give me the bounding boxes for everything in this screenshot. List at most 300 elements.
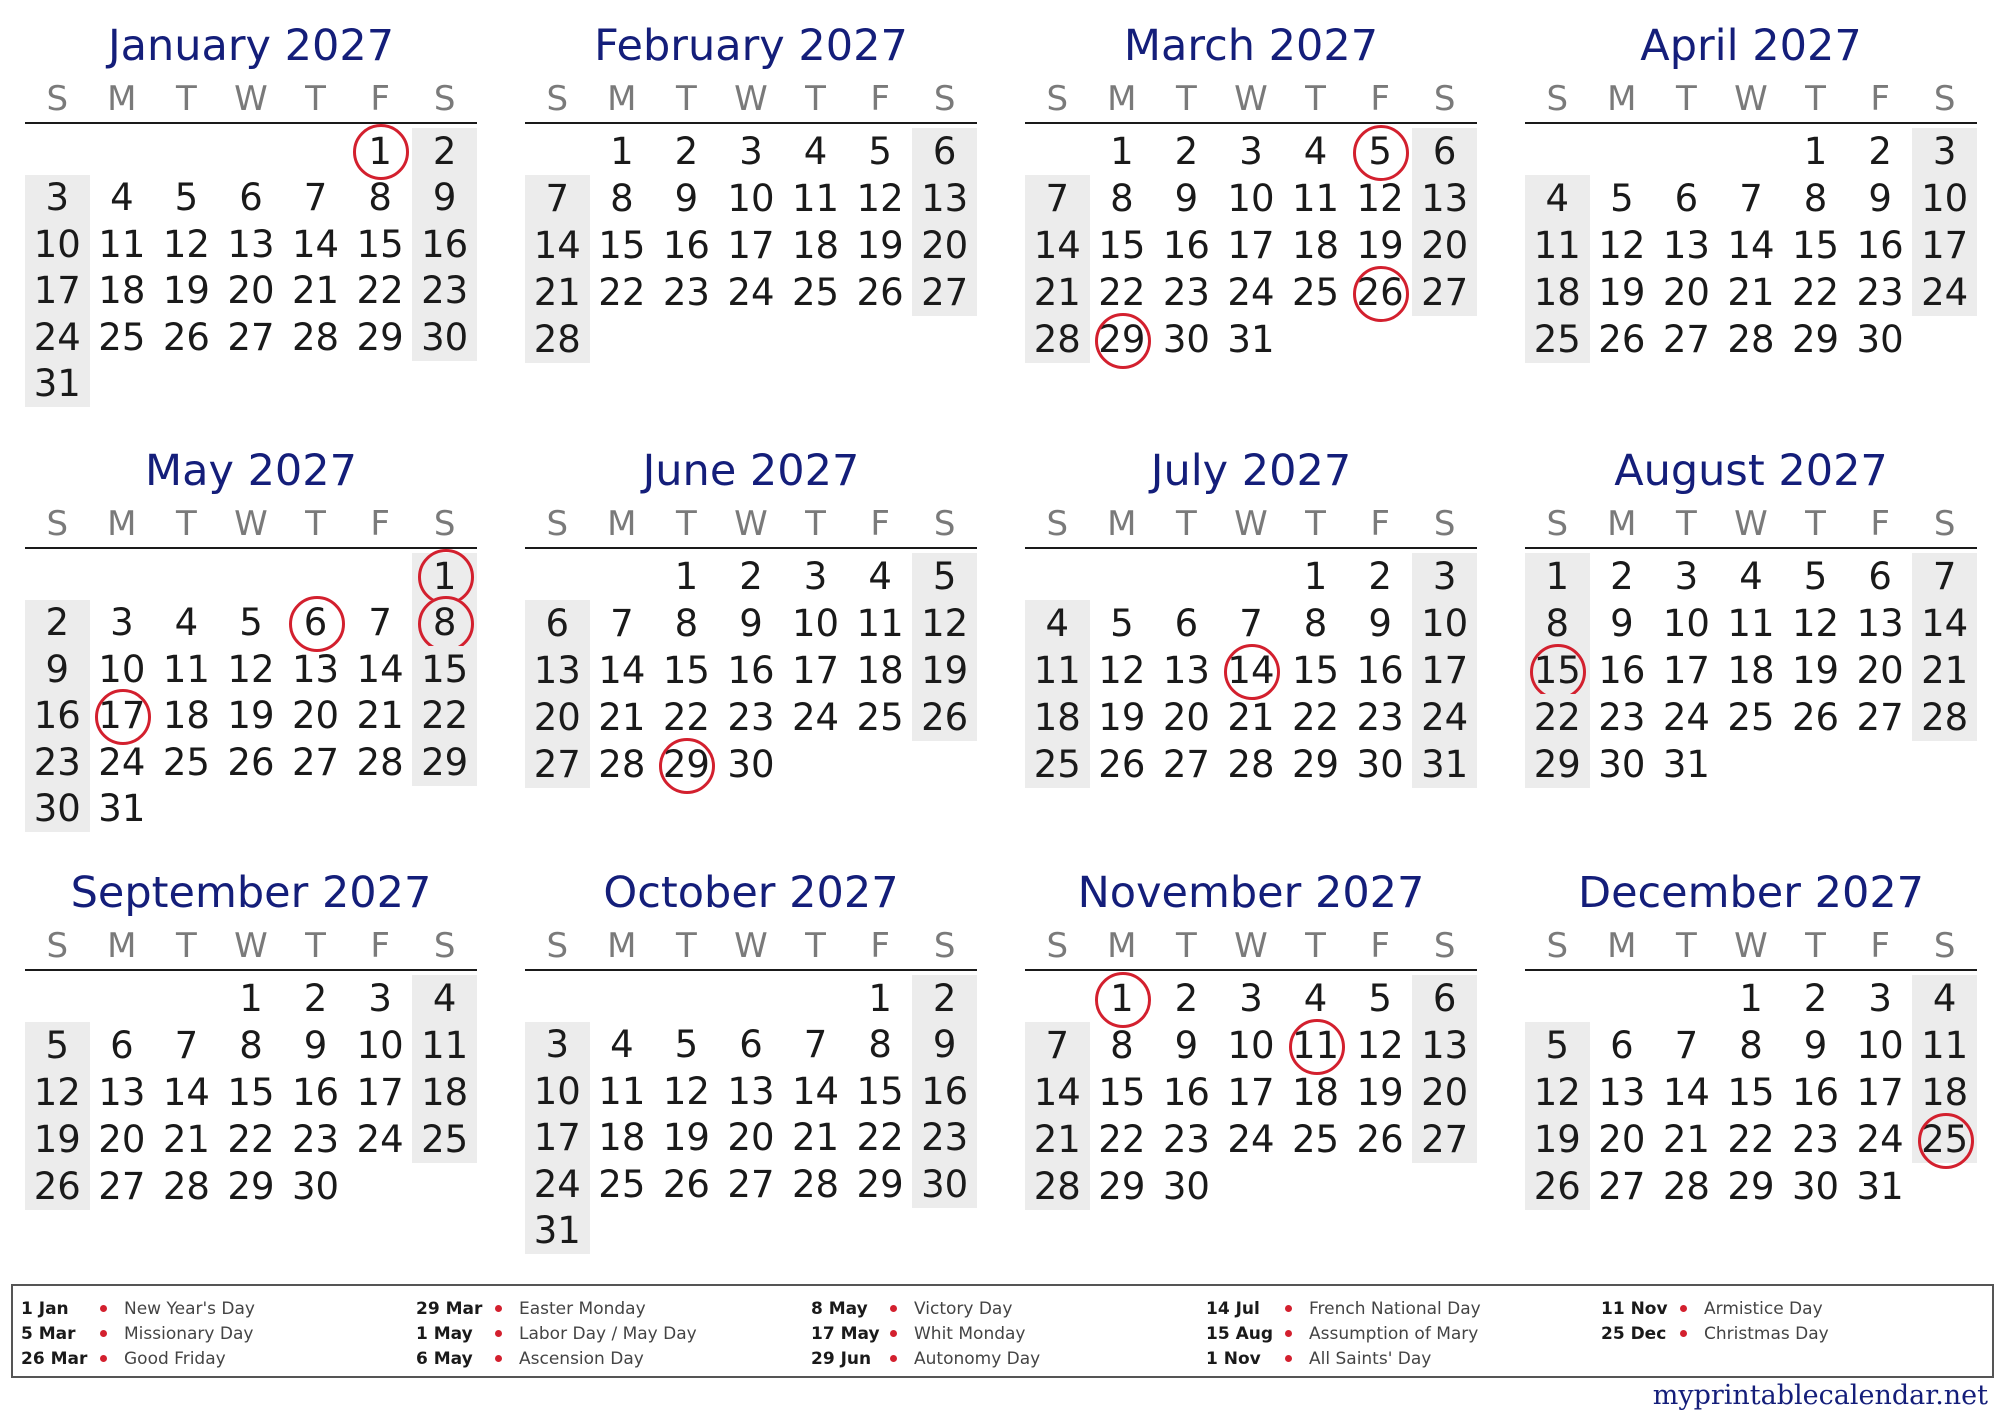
day-cell[interactable]: 11 xyxy=(1291,177,1340,220)
day-cell[interactable]: 13 xyxy=(1412,1022,1477,1069)
day-cell[interactable]: 6 xyxy=(239,176,263,220)
day-cell[interactable]: 8 xyxy=(868,1023,892,1067)
day-cell[interactable]: 17 xyxy=(25,268,90,315)
day-cell[interactable]: 4 xyxy=(1912,975,1977,1022)
day-cell[interactable]: 13 xyxy=(1412,175,1477,222)
day-cell[interactable]: 2 xyxy=(1174,977,1199,1020)
day-cell[interactable]: 21 xyxy=(1912,647,1977,694)
day-cell[interactable]: 12 xyxy=(1098,649,1146,692)
day-cell[interactable]: 20 xyxy=(727,1116,775,1160)
day-cell[interactable]: 21 xyxy=(1025,269,1090,316)
day-cell[interactable]: 12 xyxy=(856,177,904,220)
day-cell[interactable]: 22 xyxy=(1727,1118,1775,1161)
day-cell[interactable]: 6 xyxy=(1412,128,1477,175)
day-cell[interactable]: 25 xyxy=(1525,316,1590,363)
day-cell[interactable]: 18 xyxy=(598,1116,646,1160)
day-cell[interactable]: 6 xyxy=(110,1024,134,1067)
day-cell[interactable]: 1 xyxy=(1739,977,1763,1020)
day-cell[interactable]: 10 xyxy=(25,221,90,268)
day-cell[interactable]: 1 xyxy=(1525,553,1590,600)
day-cell[interactable]: 25 xyxy=(1727,696,1775,739)
day-cell[interactable]: 21 xyxy=(598,696,646,739)
day-cell[interactable]: 14 xyxy=(1025,1069,1090,1116)
day-cell[interactable]: 23 xyxy=(1162,271,1210,314)
day-cell[interactable]: 10 xyxy=(1227,1024,1275,1067)
day-cell[interactable]: 24 xyxy=(356,1118,404,1161)
day-cell[interactable]: 16 xyxy=(1356,649,1404,692)
day-cell[interactable]: 25 xyxy=(162,740,210,784)
day-cell[interactable]: 10 xyxy=(1227,177,1275,220)
day-cell[interactable]: 19 xyxy=(1356,224,1404,267)
day-cell[interactable]: 24 xyxy=(1227,1118,1275,1161)
day-cell[interactable]: 11 xyxy=(1525,222,1590,269)
day-cell[interactable]: 28 xyxy=(1227,743,1275,786)
day-cell[interactable]: 8 xyxy=(368,176,392,220)
day-cell[interactable]: 27 xyxy=(525,741,590,788)
day-cell[interactable]: 24 xyxy=(98,740,146,784)
day-cell[interactable]: 25 xyxy=(1025,741,1090,788)
day-cell[interactable]: 23 xyxy=(1598,696,1646,739)
day-cell[interactable]: 2 xyxy=(1368,555,1392,598)
day-cell[interactable]: 6 xyxy=(525,600,590,647)
day-cell[interactable]: 12 xyxy=(1791,602,1840,645)
day-cell[interactable]: 10 xyxy=(791,602,840,645)
day-cell[interactable]: 3 xyxy=(25,175,90,222)
day-cell[interactable]: 20 xyxy=(1856,649,1904,692)
day-cell[interactable]: 28 xyxy=(1912,694,1977,741)
holiday-day[interactable]: 14 xyxy=(1219,647,1284,694)
day-cell[interactable]: 7 xyxy=(174,1024,199,1067)
day-cell[interactable]: 26 xyxy=(25,1163,90,1210)
day-cell[interactable]: 4 xyxy=(868,555,892,598)
day-cell[interactable]: 2 xyxy=(1868,130,1892,173)
day-cell[interactable]: 28 xyxy=(162,1165,210,1208)
day-cell[interactable]: 4 xyxy=(1525,175,1590,222)
day-cell[interactable]: 25 xyxy=(1291,1118,1340,1161)
day-cell[interactable]: 8 xyxy=(1739,1024,1763,1067)
day-cell[interactable]: 6 xyxy=(912,128,977,175)
day-cell[interactable]: 7 xyxy=(803,1023,828,1067)
day-cell[interactable]: 25 xyxy=(98,315,146,359)
day-cell[interactable]: 18 xyxy=(1525,269,1590,316)
day-cell[interactable]: 31 xyxy=(98,787,146,831)
day-cell[interactable]: 14 xyxy=(791,1069,840,1113)
day-cell[interactable]: 22 xyxy=(356,269,404,313)
day-cell[interactable]: 15 xyxy=(227,1071,275,1114)
day-cell[interactable]: 17 xyxy=(791,649,840,692)
day-cell[interactable]: 14 xyxy=(1662,1071,1710,1114)
day-cell[interactable]: 13 xyxy=(1856,602,1904,645)
day-cell[interactable]: 28 xyxy=(1727,318,1775,361)
day-cell[interactable]: 23 xyxy=(1356,696,1404,739)
day-cell[interactable]: 26 xyxy=(662,1162,710,1206)
day-cell[interactable]: 30 xyxy=(1162,318,1210,361)
day-cell[interactable]: 14 xyxy=(291,222,340,266)
day-cell[interactable]: 30 xyxy=(1162,1165,1210,1208)
day-cell[interactable]: 7 xyxy=(1739,177,1763,220)
holiday-day[interactable]: 29 xyxy=(1090,316,1155,363)
day-cell[interactable]: 3 xyxy=(368,977,392,1020)
day-cell[interactable]: 21 xyxy=(291,269,340,313)
day-cell[interactable]: 25 xyxy=(412,1116,477,1163)
day-cell[interactable]: 8 xyxy=(1303,602,1328,645)
day-cell[interactable]: 7 xyxy=(303,176,328,220)
day-cell[interactable]: 19 xyxy=(1525,1116,1590,1163)
day-cell[interactable]: 12 xyxy=(1525,1069,1590,1116)
day-cell[interactable]: 3 xyxy=(1412,553,1477,600)
day-cell[interactable]: 8 xyxy=(610,177,634,220)
day-cell[interactable]: 12 xyxy=(162,222,210,266)
day-cell[interactable]: 5 xyxy=(1110,602,1134,645)
day-cell[interactable]: 31 xyxy=(1227,318,1275,361)
day-cell[interactable]: 23 xyxy=(1856,271,1904,314)
day-cell[interactable]: 10 xyxy=(525,1068,590,1115)
day-cell[interactable]: 13 xyxy=(912,175,977,222)
day-cell[interactable]: 22 xyxy=(1525,694,1590,741)
day-cell[interactable]: 8 xyxy=(239,1024,263,1067)
day-cell[interactable]: 12 xyxy=(662,1069,710,1113)
day-cell[interactable]: 15 xyxy=(1098,224,1146,267)
day-cell[interactable]: 30 xyxy=(1356,743,1404,786)
day-cell[interactable]: 9 xyxy=(912,1022,977,1069)
day-cell[interactable]: 24 xyxy=(25,314,90,361)
day-cell[interactable]: 15 xyxy=(1291,649,1340,692)
day-cell[interactable]: 29 xyxy=(1791,318,1840,361)
day-cell[interactable]: 7 xyxy=(1025,1022,1090,1069)
day-cell[interactable]: 27 xyxy=(227,315,275,359)
day-cell[interactable]: 16 xyxy=(662,224,710,267)
day-cell[interactable]: 10 xyxy=(727,177,775,220)
day-cell[interactable]: 5 xyxy=(912,553,977,600)
day-cell[interactable]: 20 xyxy=(912,222,977,269)
day-cell[interactable]: 3 xyxy=(1912,128,1977,175)
day-cell[interactable]: 28 xyxy=(598,743,646,786)
day-cell[interactable]: 16 xyxy=(1162,1071,1210,1114)
day-cell[interactable]: 25 xyxy=(856,696,904,739)
day-cell[interactable]: 15 xyxy=(1098,1071,1146,1114)
day-cell[interactable]: 22 xyxy=(1791,271,1840,314)
day-cell[interactable]: 20 xyxy=(1662,271,1710,314)
day-cell[interactable]: 18 xyxy=(791,224,840,267)
day-cell[interactable]: 22 xyxy=(856,1116,904,1160)
day-cell[interactable]: 11 xyxy=(856,602,904,645)
day-cell[interactable]: 12 xyxy=(912,600,977,647)
day-cell[interactable]: 18 xyxy=(856,649,904,692)
day-cell[interactable]: 23 xyxy=(662,271,710,314)
day-cell[interactable]: 13 xyxy=(291,647,340,691)
day-cell[interactable]: 24 xyxy=(1412,694,1477,741)
day-cell[interactable]: 14 xyxy=(1025,222,1090,269)
holiday-day[interactable]: 5 xyxy=(1348,128,1413,175)
day-cell[interactable]: 17 xyxy=(356,1071,404,1114)
day-cell[interactable]: 26 xyxy=(1098,743,1146,786)
day-cell[interactable]: 5 xyxy=(868,130,892,173)
day-cell[interactable]: 11 xyxy=(162,647,210,691)
day-cell[interactable]: 22 xyxy=(412,693,477,740)
day-cell[interactable]: 28 xyxy=(1025,316,1090,363)
day-cell[interactable]: 28 xyxy=(291,315,340,359)
day-cell[interactable]: 20 xyxy=(1412,1069,1477,1116)
day-cell[interactable]: 18 xyxy=(1025,694,1090,741)
day-cell[interactable]: 26 xyxy=(856,271,904,314)
day-cell[interactable]: 16 xyxy=(1791,1071,1840,1114)
day-cell[interactable]: 25 xyxy=(791,271,840,314)
day-cell[interactable]: 11 xyxy=(412,1022,477,1069)
day-cell[interactable]: 21 xyxy=(1025,1116,1090,1163)
day-cell[interactable]: 13 xyxy=(1662,224,1710,267)
day-cell[interactable]: 9 xyxy=(739,602,763,645)
day-cell[interactable]: 2 xyxy=(1174,130,1199,173)
day-cell[interactable]: 18 xyxy=(412,1069,477,1116)
day-cell[interactable]: 24 xyxy=(525,1161,590,1208)
day-cell[interactable]: 7 xyxy=(1239,602,1263,645)
day-cell[interactable]: 9 xyxy=(1174,177,1199,220)
day-cell[interactable]: 17 xyxy=(525,1115,590,1162)
day-cell[interactable]: 26 xyxy=(162,315,210,359)
day-cell[interactable]: 2 xyxy=(303,977,328,1020)
holiday-day[interactable]: 29 xyxy=(654,741,719,788)
day-cell[interactable]: 2 xyxy=(739,555,763,598)
day-cell[interactable]: 14 xyxy=(525,222,590,269)
day-cell[interactable]: 10 xyxy=(1912,175,1977,222)
day-cell[interactable]: 14 xyxy=(356,647,404,691)
day-cell[interactable]: 4 xyxy=(412,975,477,1022)
day-cell[interactable]: 22 xyxy=(1098,271,1146,314)
day-cell[interactable]: 14 xyxy=(162,1071,210,1114)
day-cell[interactable]: 29 xyxy=(356,315,404,359)
day-cell[interactable]: 27 xyxy=(912,269,977,316)
day-cell[interactable]: 5 xyxy=(174,176,199,220)
day-cell[interactable]: 21 xyxy=(162,1118,210,1161)
day-cell[interactable]: 5 xyxy=(25,1022,90,1069)
day-cell[interactable]: 22 xyxy=(662,696,710,739)
day-cell[interactable]: 1 xyxy=(868,976,892,1020)
day-cell[interactable]: 5 xyxy=(1525,1022,1590,1069)
day-cell[interactable]: 19 xyxy=(25,1116,90,1163)
day-cell[interactable]: 2 xyxy=(1803,977,1828,1020)
day-cell[interactable]: 26 xyxy=(1525,1163,1590,1210)
day-cell[interactable]: 21 xyxy=(791,1116,840,1160)
day-cell[interactable]: 9 xyxy=(1368,602,1392,645)
day-cell[interactable]: 21 xyxy=(525,269,590,316)
day-cell[interactable]: 4 xyxy=(1025,600,1090,647)
holiday-day[interactable]: 1 xyxy=(348,128,413,175)
day-cell[interactable]: 16 xyxy=(727,649,775,692)
day-cell[interactable]: 23 xyxy=(412,268,477,315)
day-cell[interactable]: 24 xyxy=(791,696,840,739)
day-cell[interactable]: 27 xyxy=(1162,743,1210,786)
holiday-day[interactable]: 6 xyxy=(283,600,348,647)
day-cell[interactable]: 2 xyxy=(912,975,977,1022)
day-cell[interactable]: 8 xyxy=(1803,177,1828,220)
day-cell[interactable]: 31 xyxy=(1662,743,1710,786)
day-cell[interactable]: 24 xyxy=(1912,269,1977,316)
day-cell[interactable]: 8 xyxy=(1525,600,1590,647)
day-cell[interactable]: 20 xyxy=(1162,696,1210,739)
day-cell[interactable]: 19 xyxy=(1098,696,1146,739)
day-cell[interactable]: 14 xyxy=(1912,600,1977,647)
day-cell[interactable]: 5 xyxy=(674,1023,699,1067)
day-cell[interactable]: 5 xyxy=(1610,177,1634,220)
day-cell[interactable]: 25 xyxy=(598,1162,646,1206)
day-cell[interactable]: 6 xyxy=(1674,177,1699,220)
day-cell[interactable]: 30 xyxy=(727,743,775,786)
day-cell[interactable]: 8 xyxy=(674,602,699,645)
day-cell[interactable]: 4 xyxy=(1303,130,1328,173)
day-cell[interactable]: 1 xyxy=(239,977,263,1020)
day-cell[interactable]: 7 xyxy=(1674,1024,1699,1067)
day-cell[interactable]: 4 xyxy=(110,176,134,220)
day-cell[interactable]: 11 xyxy=(791,177,840,220)
day-cell[interactable]: 7 xyxy=(525,175,590,222)
day-cell[interactable]: 21 xyxy=(356,694,404,738)
day-cell[interactable]: 22 xyxy=(1291,696,1340,739)
holiday-day[interactable]: 8 xyxy=(412,600,477,647)
day-cell[interactable]: 28 xyxy=(525,316,590,363)
day-cell[interactable]: 25 xyxy=(1291,271,1340,314)
day-cell[interactable]: 6 xyxy=(739,1023,763,1067)
day-cell[interactable]: 6 xyxy=(1868,555,1892,598)
day-cell[interactable]: 12 xyxy=(227,647,275,691)
day-cell[interactable]: 15 xyxy=(356,222,404,266)
day-cell[interactable]: 19 xyxy=(856,224,904,267)
day-cell[interactable]: 12 xyxy=(1356,177,1404,220)
holiday-day[interactable]: 15 xyxy=(1525,647,1590,694)
day-cell[interactable]: 23 xyxy=(25,739,90,786)
day-cell[interactable]: 1 xyxy=(674,555,699,598)
day-cell[interactable]: 20 xyxy=(525,694,590,741)
day-cell[interactable]: 15 xyxy=(856,1069,904,1113)
day-cell[interactable]: 30 xyxy=(291,1165,340,1208)
day-cell[interactable]: 23 xyxy=(912,1115,977,1162)
day-cell[interactable]: 27 xyxy=(1598,1165,1646,1208)
day-cell[interactable]: 13 xyxy=(1598,1071,1646,1114)
day-cell[interactable]: 31 xyxy=(1412,741,1477,788)
day-cell[interactable]: 27 xyxy=(1856,696,1904,739)
day-cell[interactable]: 28 xyxy=(356,740,404,784)
day-cell[interactable]: 5 xyxy=(1368,977,1392,1020)
day-cell[interactable]: 13 xyxy=(727,1069,775,1113)
day-cell[interactable]: 2 xyxy=(412,128,477,175)
day-cell[interactable]: 10 xyxy=(356,1024,404,1067)
day-cell[interactable]: 9 xyxy=(303,1024,328,1067)
day-cell[interactable]: 23 xyxy=(727,696,775,739)
day-cell[interactable]: 29 xyxy=(856,1162,904,1206)
day-cell[interactable]: 17 xyxy=(1227,224,1275,267)
day-cell[interactable]: 14 xyxy=(598,649,646,692)
day-cell[interactable]: 27 xyxy=(1412,269,1477,316)
day-cell[interactable]: 20 xyxy=(98,1118,146,1161)
day-cell[interactable]: 11 xyxy=(1912,1022,1977,1069)
day-cell[interactable]: 21 xyxy=(1227,696,1275,739)
holiday-day[interactable]: 26 xyxy=(1348,269,1413,316)
day-cell[interactable]: 7 xyxy=(1025,175,1090,222)
day-cell[interactable]: 9 xyxy=(1803,1024,1828,1067)
day-cell[interactable]: 12 xyxy=(25,1069,90,1116)
day-cell[interactable]: 18 xyxy=(1291,224,1340,267)
holiday-day[interactable]: 11 xyxy=(1283,1022,1348,1069)
day-cell[interactable]: 9 xyxy=(1174,1024,1199,1067)
day-cell[interactable]: 29 xyxy=(1098,1165,1146,1208)
day-cell[interactable]: 15 xyxy=(598,224,646,267)
day-cell[interactable]: 4 xyxy=(610,1023,634,1067)
day-cell[interactable]: 28 xyxy=(791,1162,840,1206)
day-cell[interactable]: 27 xyxy=(98,1165,146,1208)
day-cell[interactable]: 3 xyxy=(803,555,828,598)
day-cell[interactable]: 16 xyxy=(291,1071,340,1114)
day-cell[interactable]: 30 xyxy=(1856,318,1904,361)
day-cell[interactable]: 17 xyxy=(1912,222,1977,269)
day-cell[interactable]: 30 xyxy=(912,1161,977,1208)
day-cell[interactable]: 15 xyxy=(1791,224,1840,267)
day-cell[interactable]: 9 xyxy=(25,646,90,693)
day-cell[interactable]: 20 xyxy=(1598,1118,1646,1161)
day-cell[interactable]: 2 xyxy=(1610,555,1634,598)
day-cell[interactable]: 8 xyxy=(1110,177,1134,220)
day-cell[interactable]: 22 xyxy=(1098,1118,1146,1161)
day-cell[interactable]: 17 xyxy=(1856,1071,1904,1114)
day-cell[interactable]: 19 xyxy=(1356,1071,1404,1114)
day-cell[interactable]: 26 xyxy=(1598,318,1646,361)
day-cell[interactable]: 16 xyxy=(1856,224,1904,267)
site-credit[interactable]: myprintablecalendar.net xyxy=(1652,1380,1988,1411)
day-cell[interactable]: 30 xyxy=(1791,1165,1840,1208)
day-cell[interactable]: 3 xyxy=(525,1022,590,1069)
day-cell[interactable]: 27 xyxy=(727,1162,775,1206)
day-cell[interactable]: 15 xyxy=(1727,1071,1775,1114)
day-cell[interactable]: 31 xyxy=(1856,1165,1904,1208)
day-cell[interactable]: 18 xyxy=(1912,1069,1977,1116)
day-cell[interactable]: 7 xyxy=(1912,553,1977,600)
day-cell[interactable]: 26 xyxy=(227,740,275,784)
day-cell[interactable]: 1 xyxy=(1303,555,1328,598)
day-cell[interactable]: 9 xyxy=(412,175,477,222)
day-cell[interactable]: 9 xyxy=(1868,177,1892,220)
day-cell[interactable]: 10 xyxy=(1662,602,1710,645)
day-cell[interactable]: 11 xyxy=(598,1069,646,1113)
day-cell[interactable]: 31 xyxy=(525,1208,590,1255)
day-cell[interactable]: 3 xyxy=(1674,555,1699,598)
day-cell[interactable]: 13 xyxy=(525,647,590,694)
day-cell[interactable]: 2 xyxy=(674,130,699,173)
day-cell[interactable]: 30 xyxy=(412,314,477,361)
day-cell[interactable]: 15 xyxy=(412,646,477,693)
day-cell[interactable]: 27 xyxy=(1412,1116,1477,1163)
day-cell[interactable]: 31 xyxy=(25,361,90,408)
day-cell[interactable]: 21 xyxy=(1662,1118,1710,1161)
day-cell[interactable]: 24 xyxy=(1662,696,1710,739)
day-cell[interactable]: 6 xyxy=(1412,975,1477,1022)
day-cell[interactable]: 18 xyxy=(1291,1071,1340,1114)
day-cell[interactable]: 12 xyxy=(1356,1024,1404,1067)
day-cell[interactable]: 17 xyxy=(1662,649,1710,692)
day-cell[interactable]: 4 xyxy=(174,601,199,645)
day-cell[interactable]: 10 xyxy=(98,647,146,691)
day-cell[interactable]: 23 xyxy=(1162,1118,1210,1161)
day-cell[interactable]: 13 xyxy=(1162,649,1210,692)
day-cell[interactable]: 20 xyxy=(291,694,340,738)
day-cell[interactable]: 9 xyxy=(1610,602,1634,645)
day-cell[interactable]: 16 xyxy=(412,221,477,268)
day-cell[interactable]: 3 xyxy=(1868,977,1892,1020)
day-cell[interactable]: 11 xyxy=(1025,647,1090,694)
day-cell[interactable]: 18 xyxy=(98,269,146,313)
day-cell[interactable]: 1 xyxy=(1803,130,1828,173)
day-cell[interactable]: 16 xyxy=(912,1068,977,1115)
day-cell[interactable]: 23 xyxy=(1791,1118,1840,1161)
day-cell[interactable]: 4 xyxy=(1739,555,1763,598)
day-cell[interactable]: 29 xyxy=(1291,743,1340,786)
